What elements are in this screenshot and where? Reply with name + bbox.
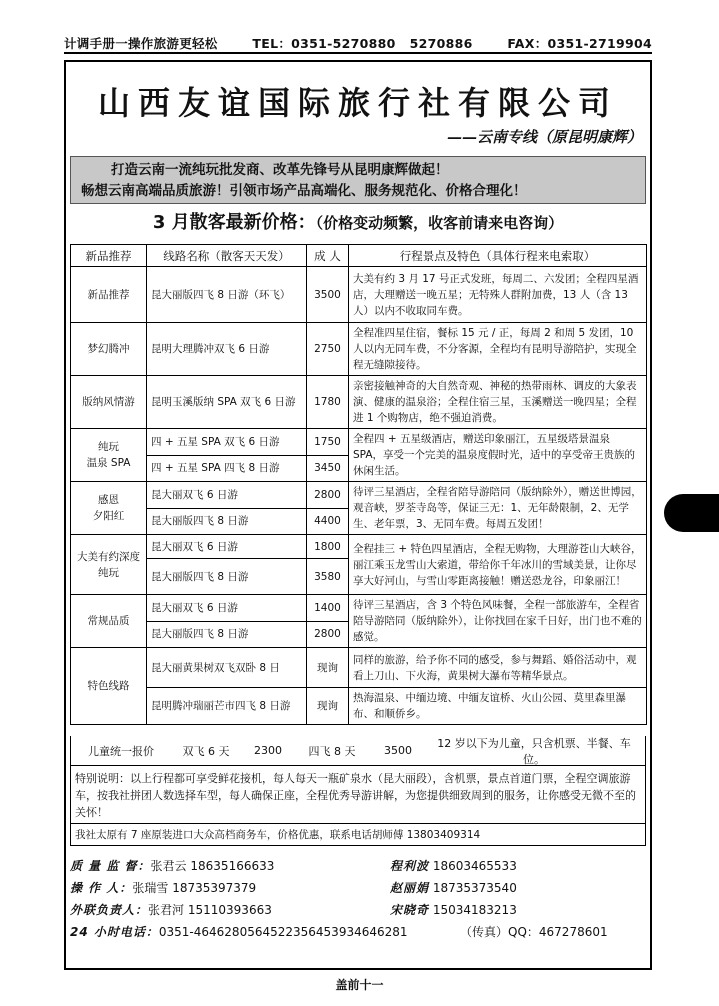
category-cell: 特色线路 [71,648,147,725]
contacts-block [70,854,650,942]
route-cell: 四 + 五星 SPA 双飞 6 日游 [147,429,307,456]
route-cell: 昆大丽版四飞 8 日游（环飞） [147,267,307,323]
table-header-row [71,245,647,267]
contact-label: 质 量 监 督： [70,858,151,873]
contact-label: 操 作 人： [70,880,133,895]
table-row [71,688,647,725]
children-item-2: 四飞 8 天 [308,744,356,758]
feature-cell: 待评三星酒店，含 3 个特色风味餐，全程一部旅游车，全程省陪导游陪同（版纳除外），让你找回在家千日好，出门也不难的感觉。 [349,595,647,648]
route-cell: 昆大丽双飞 6 日游 [147,482,307,509]
fax-number: 0351-2719904 [547,36,652,51]
col-header-recommend: 新品推荐 [71,245,147,267]
route-cell: 昆大丽双飞 6 日游 [147,535,307,559]
contact-phone: 18735397379 [172,880,257,895]
adult-price-cell: 1780 [307,376,349,429]
contact-row [70,898,650,920]
contact-name-2: 程利波 [390,858,430,873]
price-title [66,208,650,234]
side-tab-marker [664,494,719,532]
table-row [71,267,647,323]
feature-cell: 全程四 + 五星级酒店，赠送印象丽江，五星级塔景温泉 SPA，享受一个完美的温泉度假时光，适中的享受帝王贵族的休闲生活。 [349,429,647,482]
adult-price-cell: 2750 [307,323,349,376]
col-header-adult: 成 人 [307,245,349,267]
feature-cell: 大美有约 3 月 17 号正式发班，每周二、六发团；全程四星酒店，大理赠送一晚五星；无特殊人群附加费，13 人（含 13 人）以内不收取同车费。 [349,267,647,323]
table-row [71,482,647,509]
slogan-line-2: 畅想云南高端品质旅游！引领市场产品高端化、服务规范化、价格合理化！ [81,183,527,199]
slogan-line-1: 打造云南一流纯玩批发商、改革先锋号从昆明康辉做起！ [111,162,449,178]
fax-label: FAX： [507,36,548,51]
children-price-1: 2300 [254,744,282,757]
table-row [71,595,647,622]
adult-price-cell: 1800 [307,535,349,559]
contact-name: 张瑞雪 [132,880,169,895]
route-cell: 昆明腾冲瑞丽芒市四飞 8 日游 [147,688,307,725]
feature-cell: 全程挂三 + 特色四星酒店，全程无购物，大理游苍山大峡谷，丽江乘玉龙雪山大索道，带给你千年冰川的雪域美景，让你尽享大好河山，与雪山零距离接触！赠送恐龙谷，印象丽江！ [349,535,647,595]
price-title-main: 3 月散客最新价格： [152,212,316,233]
feature-cell: 同样的旅游，给予你不同的感受，参与舞蹈、婚俗活动中，观看上刀山、下火海，黄果树大瀑布等精华景点。 [349,648,647,688]
price-table-body [71,267,647,725]
tel-label: TEL： [252,36,292,51]
feature-cell: 亲密接触神奇的大自然奇观、神秘的热带雨林、调皮的大象表演、健康的温泉浴；全程住宿三星，玉溪赠送一晚四星；全程进 1 个购物店，绝不强迫消费。 [349,376,647,429]
page-number: 盖前十一 [335,978,384,992]
category-cell: 版纳风情游 [71,376,147,429]
children-price-row [70,736,646,766]
route-cell: 昆大丽版四飞 8 日游 [147,621,307,648]
route-cell: 四 + 五星 SPA 四飞 8 日游 [147,455,307,482]
category-cell: 新品推荐 [71,267,147,323]
tel-number-1: 0351-5270880 [291,36,396,51]
contact-phone: 15110393663 [187,902,272,917]
adult-price-cell: 现询 [307,648,349,688]
tel-number-2: 5270886 [409,36,473,51]
feature-cell: 待评三星酒店，全程省陪导游陪同（版纳除外），赠送世博园，观音峡，罗荃寺岛等，保证三无：1、无年龄限制，2、无学生、老年票，3、无同车费。每周五发团！ [349,482,647,535]
contact-name: 张君云 [150,858,187,873]
company-name: 山西友谊国际旅行社有限公司 [97,84,618,122]
feature-cell: 全程准四星住宿，餐标 15 元 / 正，每周 2 和周 5 发团，10 人以内无同车费，不分客源，全程均有昆明导游陪护，实现全程无缝隙接待。 [349,323,647,376]
price-title-note: （价格变动频繁，收客前请来电咨询） [315,214,564,232]
table-row [71,648,647,688]
contact-name: 张君河 [148,902,185,917]
children-price-2: 3500 [384,744,412,757]
children-note: 12 岁以下为儿童，只含机票、半餐、车位。 [437,736,631,766]
route-cell: 昆明玉溪版纳 SPA 双飞 6 日游 [147,376,307,429]
header-line [64,34,652,52]
contact-row [70,876,650,898]
contact-label: 外联负责人： [70,902,149,917]
contact-row [70,854,650,876]
table-row [71,376,647,429]
fax-tag: （传真） [460,924,509,939]
route-cell: 昆大丽版四飞 8 日游 [147,508,307,535]
slogan-banner [70,156,646,204]
hotline-label: 24 小时电话： [70,924,159,939]
adult-price-cell: 3500 [307,267,349,323]
qq-number: QQ：467278601 [508,924,608,939]
category-cell: 感恩 夕阳红 [71,482,147,535]
contact-phone-2: 18603465533 [432,858,517,873]
header-phones [252,34,472,52]
route-cell: 昆大丽双飞 6 日游 [147,595,307,622]
adult-price-cell: 2800 [307,482,349,509]
adult-price-cell: 1750 [307,429,349,456]
children-label: 儿童统一报价 [88,744,154,758]
contact-phone-2: 15034183213 [432,902,517,917]
route-cell: 昆大丽黄果树双飞双卧 8 日 [147,648,307,688]
col-header-features: 行程景点及特色（具体行程来电索取） [349,245,647,267]
category-cell: 大美有约深度纯玩 [71,535,147,595]
adult-price-cell: 3580 [307,559,349,595]
table-row [71,323,647,376]
contact-name-2: 宋晓奇 [390,902,430,917]
contact-phone-2: 18735373540 [432,880,517,895]
category-cell: 常规品质 [71,595,147,648]
adult-price-cell: 2800 [307,621,349,648]
route-cell: 昆大丽版四飞 8 日游 [147,559,307,595]
bus-notice: 我社太原有 7 座原装进口大众高档商务车，价格优惠，联系电话胡师傅 13803409314 [70,824,646,846]
adult-price-cell: 现询 [307,688,349,725]
hotline-number: 0351-4646280564522356453934646281 [158,924,408,939]
header-divider [64,52,652,54]
table-row [71,535,647,559]
adult-price-cell: 1400 [307,595,349,622]
contact-name-2: 赵丽娟 [390,880,430,895]
header-slogan: 计调手册一操作旅游更轻松 [64,36,218,51]
category-cell: 纯玩 温泉 SPA [71,429,147,482]
price-sheet-frame [64,60,652,970]
table-row [71,429,647,456]
adult-price-cell: 3450 [307,455,349,482]
price-table [70,244,647,725]
route-cell: 昆明大理腾冲双飞 6 日游 [147,323,307,376]
special-notice: 特别说明：以上行程都可享受鲜花接机，每人每天一瓶矿泉水（昆大丽段），含机票，景点首道门票，全程空调旅游车，按我社拼团人数选择车型，每人确保正座，全程优秀导游讲解，为您提供细致周到的服务，让你感受无微不至的关怀！ [70,766,646,824]
children-item-1: 双飞 6 天 [182,744,230,758]
hotline-row [70,920,650,942]
company-subtitle: ——云南专线（原昆明康辉） [446,128,642,146]
contact-phone: 18635166633 [190,858,275,873]
feature-cell: 热海温泉、中缅边境、中缅友谊桥、火山公园、莫里森里瀑布、和顺侨乡。 [349,688,647,725]
category-cell: 梦幻腾冲 [71,323,147,376]
header-fax [507,34,652,52]
adult-price-cell: 4400 [307,508,349,535]
col-header-route: 线路名称（散客天天发） [147,245,307,267]
